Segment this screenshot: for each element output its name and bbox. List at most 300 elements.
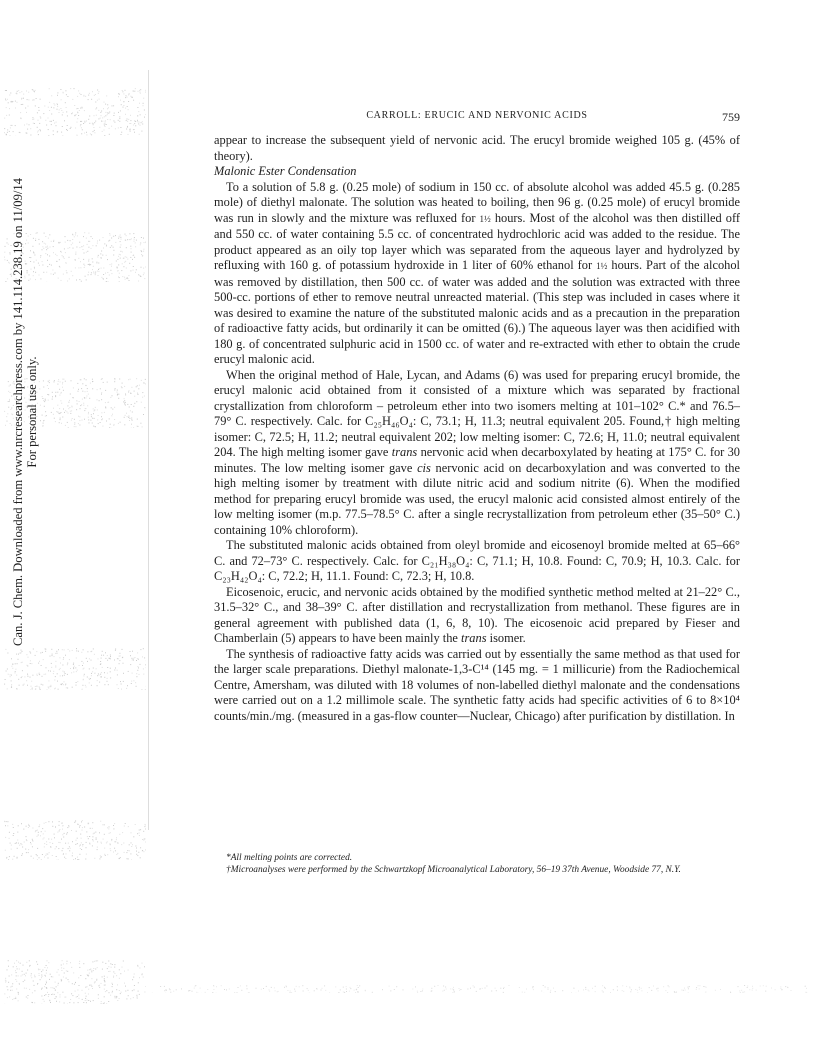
footnote-melting-points: *All melting points are corrected. [226,853,353,863]
scan-speck [89,116,90,117]
scan-speck [104,125,105,126]
scan-speck [116,854,117,855]
scan-speck [5,978,6,979]
scan-speck [81,652,82,653]
scan-speck [417,992,418,993]
scan-speck [785,986,786,987]
scan-speck [5,649,6,650]
scan-speck [4,118,5,119]
scan-speck [83,675,84,676]
scan-speck [21,976,22,977]
scan-speck [58,983,59,984]
scan-speck [88,975,89,976]
scan-speck [123,266,124,267]
scan-speck [196,992,197,993]
scan-speck [75,252,76,253]
scan-speck [452,992,453,993]
scan-speck [358,987,359,988]
scan-speck [71,967,72,968]
scan-speck [127,404,128,405]
scan-speck [49,88,50,89]
scan-speck [72,406,73,407]
scan-speck [60,997,61,998]
scan-speck [325,990,326,991]
scan-speck [115,650,116,651]
scan-speck [343,987,344,988]
scan-speck [76,280,77,281]
scan-speck [92,828,93,829]
scan-speck [125,108,126,109]
scan-speck [135,824,136,825]
scan-speck [86,121,87,122]
scan-speck [85,987,86,988]
scan-speck [48,670,49,671]
scan-speck [82,990,83,991]
scan-speck [130,270,131,271]
scan-speck [128,671,129,672]
scan-speck [78,995,79,996]
scan-speck [78,389,79,390]
scan-speck [60,994,61,995]
scan-speck [61,839,62,840]
scan-speck [20,843,21,844]
scan-speck [118,93,119,94]
scan-speck [49,264,50,265]
scan-speck [9,386,10,387]
scan-speck [54,123,55,124]
scan-speck [115,242,116,243]
scan-speck [8,982,9,983]
scan-speck [613,989,614,990]
scan-speck [44,233,45,234]
scan-speck [103,655,104,656]
scan-speck [106,245,107,246]
text-run: hours. Part of the alcohol was removed by distillation, then 500 cc. of water was added and the solution was extracted with three 500-cc. portions of ether to remove neutral unreacted material. (This step was included in cases where it was desired to examine the nature of the substituted malonic acids and as a precaution in the preparation of radioactive fatty acids, but ordinarily it can be omitted (6).) The aqueous layer was then acidified with 180 g. of concentrated sulphuric acid in 1500 cc. of water and re-extracted with ether to obtain the crude erucyl malonic acid. [214,258,741,366]
scan-speck [98,93,99,94]
scan-speck [131,842,132,843]
scan-speck [62,255,63,256]
scan-speck [95,109,96,110]
scan-speck [50,974,51,975]
scan-speck [110,424,111,425]
scan-speck [91,978,92,979]
scan-speck [52,396,53,397]
scan-speck [94,833,95,834]
scan-speck [8,960,9,961]
scan-speck [38,969,39,970]
scan-speck [626,986,627,987]
scan-speck [124,983,125,984]
scan-speck [108,281,109,282]
scan-speck [58,381,59,382]
scan-speck [88,261,89,262]
scan-speck [641,990,642,991]
scan-speck [136,995,137,996]
scan-speck [119,121,120,122]
scan-speck [771,988,772,989]
scan-speck [110,655,111,656]
scan-speck [6,115,7,116]
scan-speck [77,843,78,844]
scan-speck [109,833,110,834]
scan-speck [99,987,100,988]
scan-speck [83,405,84,406]
scan-speck [108,402,109,403]
scan-speck [123,673,124,674]
scan-speck [134,91,135,92]
scan-speck [68,402,69,403]
scan-speck [97,271,98,272]
scan-speck [84,410,85,411]
scan-speck [94,858,95,859]
scan-speck [7,421,8,422]
scan-speck [93,266,94,267]
scan-speck [73,672,74,673]
scan-speck [114,964,115,965]
scan-speck [308,990,309,991]
scan-speck [12,824,13,825]
scan-speck [107,977,108,978]
scan-speck [28,852,29,853]
scan-speck [46,844,47,845]
scan-speck [431,988,432,989]
scan-speck [76,650,77,651]
scan-speck [91,236,92,237]
scan-speck [69,659,70,660]
scan-speck [136,673,137,674]
scan-speck [127,416,128,417]
scan-speck [100,855,101,856]
scan-speck [98,263,99,264]
scan-speck [66,411,67,412]
scan-speck [52,270,53,271]
scan-speck [92,269,93,270]
scan-speck [97,241,98,242]
scan-speck [59,830,60,831]
scan-speck [132,651,133,652]
scan-speck [66,963,67,964]
scan-speck [104,130,105,131]
scan-speck [57,92,58,93]
scan-speck [622,985,623,986]
scan-speck [94,115,95,116]
scan-speck [94,982,95,983]
scan-speck [80,408,81,409]
scan-speck [139,833,140,834]
scan-speck [98,658,99,659]
scan-speck [688,992,689,993]
scan-speck [56,411,57,412]
scan-speck [73,663,74,664]
scan-speck [113,255,114,256]
scan-speck [49,110,50,111]
scan-speck [17,832,18,833]
scan-speck [44,857,45,858]
scan-speck [89,93,90,94]
scan-speck [50,1002,51,1003]
scan-speck [44,837,45,838]
scan-speck [145,267,146,268]
scan-speck [26,988,27,989]
scan-speck [105,991,106,992]
scan-speck [37,983,38,984]
scan-speck [18,975,19,976]
scan-speck [303,991,304,992]
scan-speck [290,991,291,992]
scan-speck [54,994,55,995]
scan-speck [18,1000,19,1001]
scan-speck [110,668,111,669]
scan-speck [131,238,132,239]
scan-speck [93,124,94,125]
scan-speck [137,855,138,856]
scan-speck [555,991,556,992]
scan-speck [57,132,58,133]
scan-speck [122,383,123,384]
scan-speck [11,974,12,975]
scan-speck [70,411,71,412]
scan-speck [277,991,278,992]
scan-speck [104,996,105,997]
scan-speck [75,254,76,255]
scan-speck [78,115,79,116]
scan-speck [132,412,133,413]
scan-speck [80,121,81,122]
scan-speck [119,978,120,979]
scan-speck [63,825,64,826]
scan-speck [140,276,141,277]
scan-speck [130,239,131,240]
scan-speck [294,989,295,990]
scan-speck [84,265,85,266]
scan-speck [578,991,579,992]
scan-speck [65,410,66,411]
scan-speck [143,103,144,104]
scan-speck [120,241,121,242]
scan-speck [787,987,788,988]
scan-speck [72,983,73,984]
scan-speck [144,242,145,243]
scan-speck [73,248,74,249]
scan-speck [53,134,54,135]
scan-speck [58,278,59,279]
scan-speck [57,972,58,973]
scan-speck [668,985,669,986]
scan-speck [110,677,111,678]
scan-speck [132,844,133,845]
scan-speck [78,651,79,652]
scan-speck [70,999,71,1000]
scan-speck [45,236,46,237]
scan-speck [296,986,297,987]
scan-speck [70,127,71,128]
scan-speck [126,247,127,248]
scan-speck [26,852,27,853]
scan-speck [453,989,454,990]
scan-speck [53,120,54,121]
scan-speck [105,985,106,986]
scan-speck [66,111,67,112]
scan-speck [7,278,8,279]
scan-speck [7,99,8,100]
scan-speck [101,419,102,420]
scan-speck [667,992,668,993]
scan-speck [67,971,68,972]
scan-speck [95,102,96,103]
scan-speck [545,987,546,988]
scan-speck [18,992,19,993]
scan-speck [65,655,66,656]
scan-speck [112,105,113,106]
scan-speck [64,857,65,858]
scan-speck [74,422,75,423]
scan-speck [136,851,137,852]
scan-speck [114,407,115,408]
scan-speck [275,990,276,991]
scan-speck [8,102,9,103]
scan-speck [77,859,78,860]
scan-speck [474,987,475,988]
scan-speck [49,234,50,235]
scan-speck [110,671,111,672]
scan-speck [128,995,129,996]
scan-speck [120,244,121,245]
scan-speck [256,988,257,989]
scan-speck [133,659,134,660]
scan-speck [321,990,322,991]
scan-speck [82,689,83,690]
scan-speck [121,386,122,387]
scan-speck [143,851,144,852]
scan-speck [76,682,77,683]
scan-speck [57,985,58,986]
scan-speck [53,130,54,131]
scan-speck [97,675,98,676]
scan-speck [75,982,76,983]
scan-speck [11,849,12,850]
scan-speck [59,266,60,267]
scan-speck [101,277,102,278]
scan-speck [470,988,471,989]
scan-speck [98,110,99,111]
scan-speck [23,981,24,982]
scan-speck [130,123,131,124]
scan-speck [41,975,42,976]
scan-speck [91,685,92,686]
scan-speck [46,973,47,974]
scan-speck [130,379,131,380]
scan-speck [35,831,36,832]
scan-speck [141,122,142,123]
scan-speck [101,251,102,252]
scan-speck [760,986,761,987]
scan-speck [57,384,58,385]
scan-speck [120,100,121,101]
scan-speck [453,987,454,988]
scan-speck [143,274,144,275]
scan-speck [63,684,64,685]
scan-speck [44,995,45,996]
scan-speck [104,834,105,835]
scan-speck [688,987,689,988]
scan-speck [101,658,102,659]
scan-speck [176,989,177,990]
scan-speck [63,964,64,965]
scan-speck [93,426,94,427]
scan-speck [48,821,49,822]
scan-speck [144,278,145,279]
scan-speck [105,115,106,116]
scan-speck [6,981,7,982]
scan-speck [74,426,75,427]
scan-speck [118,256,119,257]
scan-speck [62,683,63,684]
scan-speck [82,685,83,686]
scan-speck [104,1003,105,1004]
scan-speck [739,990,740,991]
scan-speck [139,977,140,978]
scan-speck [80,267,81,268]
scan-speck [113,971,114,972]
scan-speck [31,844,32,845]
scan-speck [48,381,49,382]
scan-speck [103,279,104,280]
scan-speck [422,990,423,991]
scan-speck [46,272,47,273]
scan-speck [47,960,48,961]
scan-speck [143,98,144,99]
scan-speck [62,135,63,136]
scan-speck [71,420,72,421]
scan-speck [21,844,22,845]
scan-speck [118,688,119,689]
scan-speck [51,987,52,988]
scan-speck [6,100,7,101]
scan-speck [88,274,89,275]
scan-speck [145,986,146,987]
scan-speck [4,821,5,822]
scan-speck [522,992,523,993]
scan-speck [64,973,65,974]
scan-speck [60,381,61,382]
scan-speck [108,241,109,242]
scan-speck [61,403,62,404]
scan-speck [79,961,80,962]
scan-speck [9,131,10,132]
scan-speck [140,857,141,858]
scan-speck [133,100,134,101]
scan-speck [121,134,122,135]
scan-speck [54,103,55,104]
scan-speck [50,656,51,657]
scan-speck [127,850,128,851]
scan-speck [120,655,121,656]
scan-speck [111,407,112,408]
scan-speck [85,993,86,994]
scan-speck [164,986,165,987]
scan-speck [64,833,65,834]
scan-speck [5,99,6,100]
scan-speck [144,396,145,397]
scan-speck [139,968,140,969]
scan-speck [77,990,78,991]
scan-speck [55,848,56,849]
scan-speck [82,999,83,1000]
scan-speck [102,426,103,427]
scan-speck [62,829,63,830]
scan-speck [120,235,121,236]
scan-speck [97,960,98,961]
